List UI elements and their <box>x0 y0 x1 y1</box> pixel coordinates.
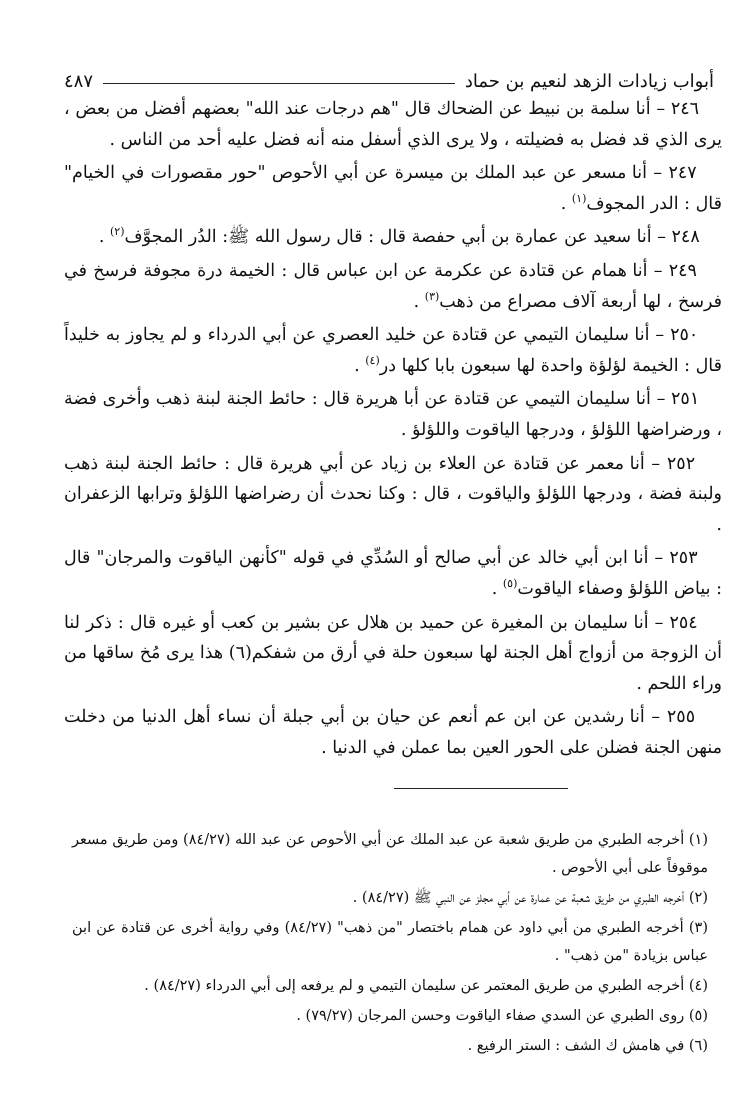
entry: ٢٥٣ – أنا ابن أبي خالد عن أبي صالح أو السُدِّي في قوله "كأنهن الياقوت والمرجان" قال : بياض اللؤلؤ وصفاء الياقوت$^{(٥)}$ . <box>64 548 722 599</box>
footnote: (٦) في هامش ك الشف : الستر الرفيع . <box>467 1038 708 1054</box>
entry-number: ٢٤٨ <box>671 227 700 248</box>
header-rule <box>103 83 455 84</box>
running-header <box>64 62 714 92</box>
entry: ٢٤٨ – أنا سعيد عن عمارة بن أبي حفصة قال : قال رسول الله ﷺ: الدُر المجوَّف$^{(٢)}$ . <box>98 225 700 248</box>
entry: ٢٥٠ – أنا سليمان التيمي عن قتادة عن خليد العصري عن أبي الدرداء و لم يجاوز به خليداً قال : الخيمة لؤلؤة واحدة لها سبعون بابا كلها در$^{(٤)}$ . <box>64 325 722 376</box>
entry-text: أنا سلمة بن نبيط عن الضحاك قال "هم درجات عند الله" بعضهم أفضل من بعض ، يرى الذي قد فضل به فضيلته ، ولا يرى الذي أسفل منه أنه فضل عليه أحد من الناس . <box>64 99 722 150</box>
footnote: (٥) روى الطبري عن السدي صفاء الياقوت وحسن المرجان (٧٩/٢٧) . <box>296 1008 708 1024</box>
entry-text: أنا مسعر عن عبد الملك بن ميسرة عن أبي الأحوص "حور مقصورات في الخيام" قال : الدر المجوف <box>64 163 722 214</box>
footnotes <box>72 826 708 1062</box>
footnote: (٤) أخرجه الطبري من طريق المعتمر عن سليمان التيمي و لم يرفعه إلى أبي الدرداء (٨٤/٢٧) . <box>144 978 708 994</box>
entry-number: ٢٥٤ <box>669 612 698 633</box>
footnote-separator <box>394 788 568 789</box>
footnote-ref[interactable]: (٤) <box>365 353 380 367</box>
entry-text: أنا همام عن قتادة عن عكرمة عن ابن عباس قال : الخيمة درة مجوفة فرسخ في فرسخ ، لها أربعة آلاف مصراع من ذهب <box>64 260 722 312</box>
entry-text: أنا سعيد عن عمارة بن أبي حفصة قال : قال رسول الله ﷺ: الدُر المجوَّف <box>124 227 652 248</box>
footnote: (٢) أخرجه الطبري من طريق شعبة عن عمارة عن أبي مجلز عن النبي ﷺ (٨٤/٢٧) . <box>352 890 708 906</box>
page-number: ٤٨٧ <box>64 71 94 92</box>
footnote: (١) أخرجه الطبري من طريق شعبة عن عبد الملك عن أبي الأحوص عن عبد الله (٨٤/٢٧) ومن طريق مسعر موقوفاً على أبي الأحوص . <box>72 832 708 876</box>
entry-text: أنا ابن أبي خالد عن أبي صالح أو السُدِّي في قوله "كأنهن الياقوت والمرجان" قال : بياض اللؤلؤ وصفاء الياقوت <box>64 548 722 599</box>
entry-number: ٢٥٣ <box>669 548 698 569</box>
footnote: (٣) أخرجه الطبري من أبي داود عن همام باختصار "من ذهب" (٨٤/٢٧) وفي رواية أخرى عن قتادة عن ابن عباس بزيادة "من ذهب" . <box>72 920 708 964</box>
entry-number: ٢٤٦ <box>670 99 700 119</box>
entry-number: ٢٥٠ <box>670 325 699 346</box>
footnote-ref[interactable]: (٣) <box>424 289 440 303</box>
header-title: أبواب زيادات الزهد لنعيم بن حماد <box>464 71 714 92</box>
footnote-ref[interactable]: (٢) <box>109 225 125 239</box>
entry-number: ٢٤٩ <box>668 260 697 281</box>
entry-number: ٢٤٧ <box>668 163 697 184</box>
entry-number: ٢٥٢ <box>666 453 696 474</box>
entry: ٢٥١ – أنا سليمان التيمي عن قتادة عن أبا هريرة قال : حائط الجنة لبنة ذهب وأخرى فضة ، ورضراضها اللؤلؤ ، ودرجها الياقوت واللؤلؤ . <box>64 389 722 440</box>
entry: ٢٥٥ – أنا رشدين عن ابن عم أنعم عن حيان بن أبي جبلة أن نساء أهل الدنيا من دخلت منهن الجنة فضلن على الحور العين بما عملن في الدنيا . <box>64 707 722 758</box>
entry: ٢٥٢ – أنا معمر عن قتادة عن العلاء بن زياد عن أبي هريرة قال : حائط الجنة لبنة ذهب ولبنة فضة ، ودرجها اللؤلؤ والياقوت ، قال : وكنا نحدث أن رضراضها اللؤلؤ وترابها الزعفران . <box>64 453 722 535</box>
entry: ٢٥٤ – أنا سليمان بن المغيرة عن حميد بن هلال عن بشير بن كعب أو غيره قال : ذكر لنا أن الزوجة من أزواج أهل الجنة لها سبعون حلة في أرق من شفكم(٦) هذا يرى مُخ ساقها من وراء اللحم . <box>64 612 722 694</box>
footnote-ref[interactable]: (٥) <box>502 577 518 591</box>
entry-text: أنا سليمان التيمي عن قتادة عن خليد العصري عن أبي الدرداء و لم يجاوز به خليداً قال : الخيمة لؤلؤة واحدة لها سبعون بابا كلها در <box>64 325 722 376</box>
entry-text: أنا رشدين عن ابن عم أنعم عن حيان بن أبي جبلة أن نساء أهل الدنيا من دخلت منهن الجنة فضلن على الحور العين بما عملن في الدنيا . <box>64 707 722 758</box>
entry-text: أنا سليمان بن المغيرة عن حميد بن هلال عن بشير بن كعب أو غيره قال : ذكر لنا أن الزوجة من أزواج أهل الجنة لها سبعون حلة في أرق من شفكم(٦) هذا يرى مُخ ساقها من وراء اللحم . <box>64 612 722 694</box>
footnote-ref[interactable]: (١) <box>571 191 587 205</box>
entry-text: أنا معمر عن قتادة عن العلاء بن زياد عن أبي هريرة قال : حائط الجنة لبنة ذهب ولبنة فضة ، ودرجها اللؤلؤ والياقوت ، قال : وكنا نحدث أن رضراضها اللؤلؤ وترابها الزعفران . <box>64 453 722 535</box>
entry-number: ٢٥١ <box>671 389 700 410</box>
entry: ٢٤٧ – أنا مسعر عن عبد الملك بن ميسرة عن أبي الأحوص "حور مقصورات في الخيام" قال : الدر المجوف$^{(١)}$ . <box>64 163 722 214</box>
main-text <box>64 94 722 766</box>
entry: ٢٤٩ – أنا همام عن قتادة عن عكرمة عن ابن عباس قال : الخيمة درة مجوفة فرسخ في فرسخ ، لها أربعة آلاف مصراع من ذهب$^{(٣)}$ . <box>64 260 722 312</box>
entry: ٢٤٦ – أنا سلمة بن نبيط عن الضحاك قال "هم درجات عند الله" بعضهم أفضل من بعض ، يرى الذي قد فضل به فضيلته ، ولا يرى الذي أسفل منه أنه فضل عليه أحد من الناس . <box>64 99 722 150</box>
entry-number: ٢٥٥ <box>666 707 696 728</box>
entry-text: أنا سليمان التيمي عن قتادة عن أبا هريرة قال : حائط الجنة لبنة ذهب وأخرى فضة ، ورضراضها اللؤلؤ ، ودرجها الياقوت واللؤلؤ . <box>64 389 722 440</box>
